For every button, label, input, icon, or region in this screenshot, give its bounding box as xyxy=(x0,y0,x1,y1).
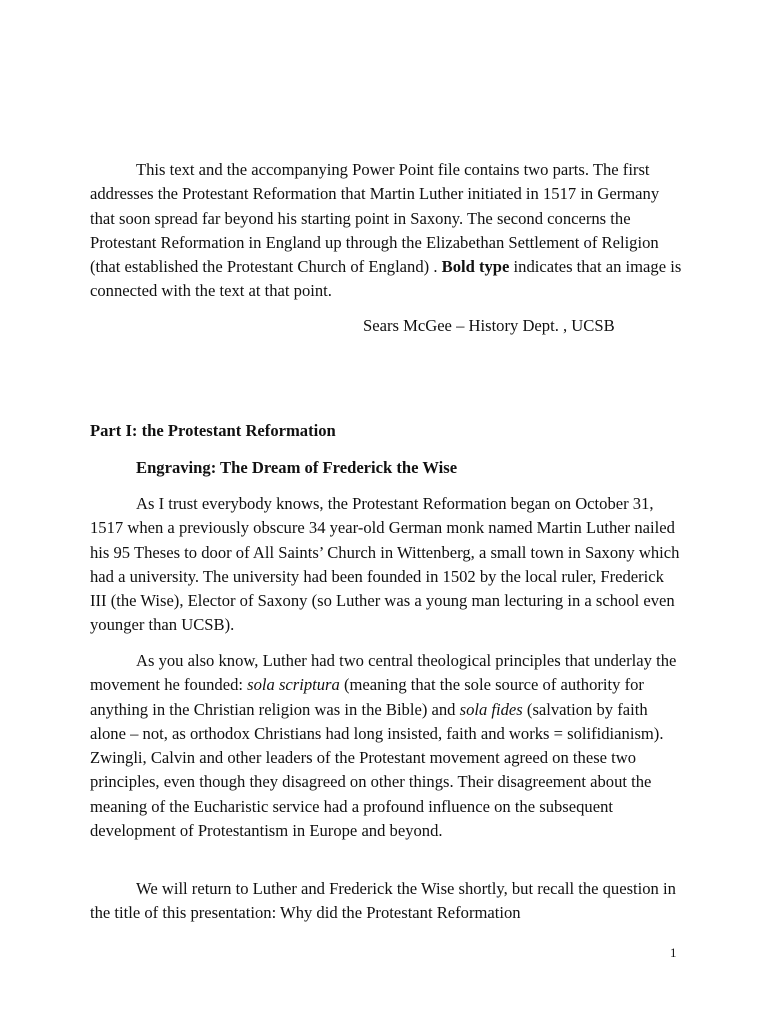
body-paragraph-2 xyxy=(90,649,682,843)
intro-paragraph xyxy=(90,158,682,304)
paragraph-text: We will return to Luther and Frederick the Wise shortly, but recall the question in the title of this presentation: Why did the Protestant Reformation xyxy=(90,879,676,923)
image-subheading: Engraving: The Dream of Frederick the Wise xyxy=(136,458,458,477)
paragraph-text: As you also know, Luther had two central theological principles that underlay the movement he founded: xyxy=(90,651,677,695)
italic-term-sola-fides: sola fides xyxy=(459,699,523,719)
paragraph-text: (meaning that the sole source of authority for anything in the Christian religion was in the Bible) and xyxy=(90,675,644,719)
intro-bold-phrase: Bold type xyxy=(441,257,510,277)
italic-term-sola-scriptura: sola scriptura xyxy=(247,675,340,695)
body-paragraph-3 xyxy=(90,877,682,926)
section-heading: Part I: the Protestant Reformation xyxy=(90,421,336,440)
paragraph-text: (salvation by faith alone – not, as orthodox Christians had long insisted, faith and works = solifidianism). Zwingli, Calvin and other leaders of the Protestant movement agreed on these two principles, even though they disagreed on other things. Their disagreement about the meaning of the Eucharistic service had a profound influence on the subsequent development of Protestantism in Europe and beyond. xyxy=(90,699,664,841)
body-paragraph-1 xyxy=(90,492,682,638)
intro-text-end: indicates that an image is connected with the text at that point. xyxy=(90,257,682,301)
author-signature: Sears McGee – History Dept. , UCSB xyxy=(363,316,615,335)
intro-text: This text and the accompanying Power Point file contains two parts. The first addresses the Protestant Reformation that Martin Luther initiated in 1517 in Germany that soon spread far beyond his starting point in Saxony. The second concerns the Protestant Reformation in England up through the Elizabethan Settlement of Religion (that established the Protestant Church of England) . xyxy=(90,160,660,277)
page-number: 1 xyxy=(670,945,677,960)
paragraph-text: As I trust everybody knows, the Protestant Reformation began on October 31, 1517 when a previously obscure 34 year-old German monk named Martin Luther nailed his 95 Theses to door of All Saints’ Church in Wittenberg, a small town in Saxony which had a university. The university had been founded in 1502 by the local ruler, Frederick III (the Wise), Elector of Saxony (so Luther was a young man lecturing in a school even younger than UCSB). xyxy=(90,494,680,635)
